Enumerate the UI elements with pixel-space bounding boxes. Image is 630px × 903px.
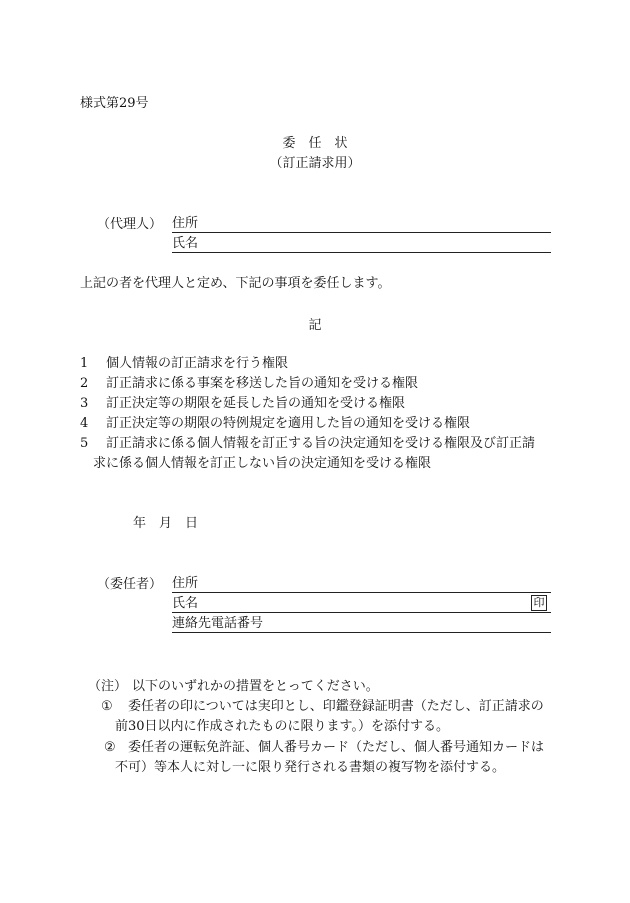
- note-item-text-continued: 不可）等本人に対し一に限り発行される書類の複写物を添付する。: [115, 760, 506, 775]
- date-line: 年 月 日: [133, 516, 199, 531]
- principal-name-label: 氏名: [172, 596, 199, 611]
- note-item-text: 委任者の印については実印とし、印鑑登録証明書（ただし、訂正請求の: [128, 699, 544, 714]
- document-subtitle: （訂正請求用）: [269, 156, 361, 171]
- item-text: 訂正請求に係る個人情報を訂正する旨の決定通知を受ける権限及び訂正請: [106, 436, 536, 451]
- list-item: [80, 377, 560, 397]
- item-text: 訂正決定等の期限の特例規定を適用した旨の通知を受ける権限: [106, 416, 471, 431]
- item-number: 4: [80, 416, 89, 431]
- seal-box: 印: [531, 595, 547, 611]
- agent-name-field[interactable]: [172, 236, 551, 253]
- item-number: 3: [80, 396, 89, 411]
- agent-name-label: 氏名: [172, 236, 199, 251]
- list-item: [80, 417, 560, 437]
- item-text-continued: 求に係る個人情報を訂正しない旨の決定通知を受ける権限: [93, 456, 432, 471]
- delegated-items-list: [80, 357, 560, 477]
- principal-address-field[interactable]: [172, 576, 551, 593]
- note-item-number: ②: [104, 740, 116, 755]
- delegation-statement: 上記の者を代理人と定め、下記の事項を委任します。: [80, 276, 391, 291]
- list-item: [80, 437, 560, 477]
- form-number: 様式第29号: [80, 96, 149, 111]
- notes-intro: 以下のいずれかの措置をとってください。: [132, 679, 379, 694]
- principal-address-label: 住所: [172, 576, 199, 591]
- agent-address-label: 住所: [172, 216, 199, 231]
- ki-heading: 記: [308, 318, 322, 333]
- item-text: 訂正請求に係る事案を移送した旨の通知を受ける権限: [106, 376, 419, 391]
- note-item-text: 委任者の運転免許証、個人番号カード（ただし、個人番号通知カードは: [128, 740, 545, 755]
- note-item-text-continued: 前30日以内に作成されたものに限ります。）を添付する。: [115, 719, 450, 734]
- agent-role-label: （代理人）: [97, 217, 163, 232]
- principal-phone-label: 連絡先電話番号: [172, 616, 264, 631]
- list-item: [80, 357, 560, 377]
- item-text: 訂正決定等の期限を延長した旨の通知を受ける権限: [106, 396, 406, 411]
- item-number: 1: [80, 356, 89, 371]
- item-number: 5: [80, 436, 89, 451]
- note-item-number: ①: [101, 699, 113, 714]
- document-title: 委 任 状: [282, 136, 348, 151]
- principal-phone-field[interactable]: [172, 616, 551, 633]
- item-number: 2: [80, 376, 89, 391]
- item-text: 個人情報の訂正請求を行う権限: [106, 356, 289, 371]
- principal-role-label: （委任者）: [97, 577, 163, 592]
- principal-name-field[interactable]: [172, 596, 551, 613]
- agent-address-field[interactable]: [172, 216, 551, 233]
- notes-heading: （注）: [88, 679, 128, 694]
- list-item: [80, 397, 560, 417]
